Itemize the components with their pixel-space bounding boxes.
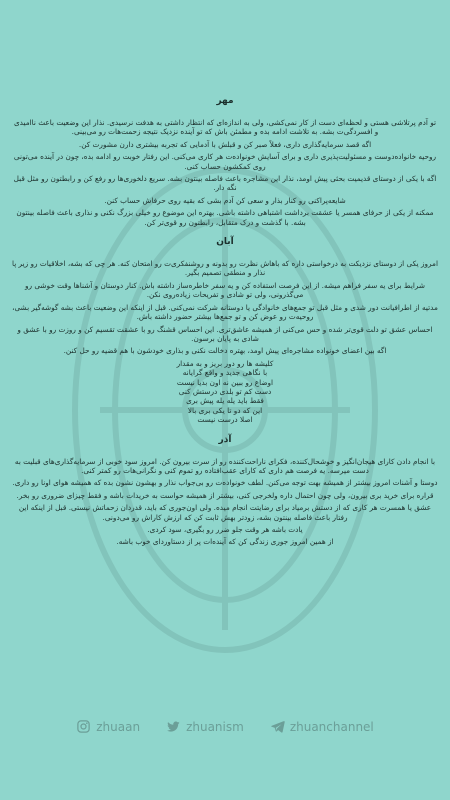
poem-line: اوضاع رو ببین نه اون بدیا نیست: [176, 377, 274, 387]
poem-line: اصلا درست نیست: [197, 415, 253, 425]
section-mehr: [12, 96, 438, 227]
poem-line: دست کم تو بلدی درستش کنی: [178, 386, 272, 396]
social-footer: [0, 719, 450, 734]
instagram-handle: zhuaan: [96, 719, 141, 734]
twitter-link[interactable]: [166, 719, 244, 734]
section-title: مهر: [216, 96, 234, 106]
poem-line: کلیشه ها رو دور بریز و به مقدار: [176, 358, 274, 368]
paragraph: ممکنه از یکی از حرفای همسر یا عشقت برداشت اشتباهی داشته باشی. بهتره این موضوع رو خیلی بزرگ نکنی و نذاری باعث فاصله بینتون بشه. با گذشت و درک متقابل، رابطتون رو قوی‌تر کن.: [16, 208, 434, 227]
paragraph: شرایط برای یه سفر فراهم میشه. از این فرصت استفاده کن و یه سفر خاطره‌ساز داشته باش. کنار دوستان و آشناها وقت خوشی رو می‌گذرونی، ولی تو شادی و تفریحات زیاده‌روی نکن.: [24, 280, 426, 300]
paragraph: اگه بین اعضای خونواده مشاجره‌ای پیش اومد، بهتره دخالت نکنی و بذاری خودشون با هم قضیه رو حل کنن.: [63, 346, 387, 356]
paragraph: روحیه خانواده‌دوست و مسئولیت‌پذیری داری و برای آسایش خونواده‌ت هر کاری می‌کنی. این رفتار خوبت رو ادامه بده، چون در آینده می‌تونی روی کمکشون حساب کنی.: [13, 152, 437, 171]
poem-line: با نگاهی جدید و واقع گرایانه: [182, 368, 268, 378]
paragraph: دوستا و آشنات امروز بیشتر از همیشه بهت توجه می‌کنن. لطف خونواده‌ت رو بی‌جواب نذار و بهشون نشون بده که همیشه هوای اونا رو داری.: [12, 478, 438, 488]
poem: [12, 359, 438, 425]
twitter-icon: [166, 719, 181, 734]
telegram-handle: zhuanchannel: [289, 719, 374, 734]
telegram-icon: [270, 719, 285, 734]
paragraph: مدتیه از اطرافیانت دور شدی و مثل قبل تو جمع‌های خانوادگی یا دوستانه شرکت نمی‌کنی. قبل از اینکه این وضعیت باعث بشه گوشه‌گیر بشی، روحیه‌ت رو عوض کن و تو جمع‌ها بیشتر حضور داشته باش.: [12, 302, 438, 322]
paragraph: امروز یکی از دوستای نزدیکت به درخواستی داره که باهاش نظرت رو بدونه و روشنفکری‌ت رو امتحان کنه. هر چی که بشه، اخلاقیات رو زیر پا نذار و منطقی تصمیم بگیر.: [11, 259, 438, 278]
telegram-link[interactable]: [270, 719, 374, 734]
paragraph: تو آدم پرتلاشی هستی و لحظه‌ای دست از کار نمی‌کشی، ولی به اندازه‌ای که انتظار داشتی به هدفت نرسیدی. نذار این وضعیت باعث ناامیدی و افسردگی‌ت بشه. به تلاشت ادامه بده و مطمئن باش که تو آینده نزدیک نتیجه زحمت‌هات رو می‌بینی.: [13, 118, 437, 137]
paragraph: با انجام دادن کارای هیجان‌انگیز و خوشحال‌کننده، فکرای ناراحت‌کننده رو از سرت بیرون کن. امروز سود خوبی از سرمایه‌گذاری‌های قبلیت به دست میرسه. یه فرصت هم داری که کارای عقب‌افتاده رو تموم کنی و نگرانی‌هات رو کمتر کنی.: [14, 456, 436, 475]
paragraph: از همین امروز جوری زندگی کن که آینده‌ات پر از دستاوردای خوب باشه.: [116, 537, 334, 547]
poem-line: این که دو تا یکی بری بالا: [187, 405, 263, 415]
paragraph: شایعه‌پراکنی رو کنار بذار و سعی کن آدم بشی که بقیه روی حرفاش حساب کنن.: [104, 195, 346, 205]
paragraph: قراره برای خرید بری بیرون، ولی چون احتمال داره ولخرجی کنی، بیشتر از همیشه حواست به خریدات باشه و فقط چیزای ضروری رو بخر.: [16, 490, 434, 500]
section-title: آذر: [218, 434, 232, 445]
paragraph: اگه با یکی از دوستای قدیمیت بحثی پیش اومد، نذار این مشاجره باعث فاصله بینتون بشه. سریع دلخوری‌ها رو رفع کن و رابطتون رو مثل قبل نگه دار.: [13, 174, 437, 193]
poem-line: فقط باید یله یله پیش بری: [186, 396, 264, 406]
twitter-handle: zhuanism: [186, 719, 244, 734]
instagram-icon: [76, 719, 91, 734]
paragraph: اگه قصد سرمایه‌گذاری داری، فعلاً صبر کن و قبلش با آدمایی که تجربه بیشتری دارن مشورت کن.: [78, 139, 372, 149]
paragraph: احساس عشق تو دلت قوی‌تر شده و حس می‌کنی از همیشه عاشق‌تری. این احساس قشنگ رو با عشقت تقسیم کن و روزت رو با عشق و شادی به پایان برسون.: [17, 324, 433, 343]
horoscope-content: [12, 96, 438, 557]
section-aban: [12, 237, 438, 425]
paragraph: عشق یا همسرت هر کاری که از دستش برمیاد برای رضایتت انجام میده. ولی اون‌جوری که باید، قدردان زحماتش نیستی. قبل از اینکه این رفتار باعث فاصله بینتون بشه، زودتر بهش ثابت کن که ارزش کاراش رو می‌دونی.: [18, 503, 432, 522]
paragraph: یادت باشه هر وقت جلو ضرر رو بگیری، سود کردی.: [147, 525, 303, 534]
instagram-link[interactable]: [76, 719, 140, 734]
section-title: آبان: [216, 237, 234, 248]
section-azar: [12, 435, 438, 547]
